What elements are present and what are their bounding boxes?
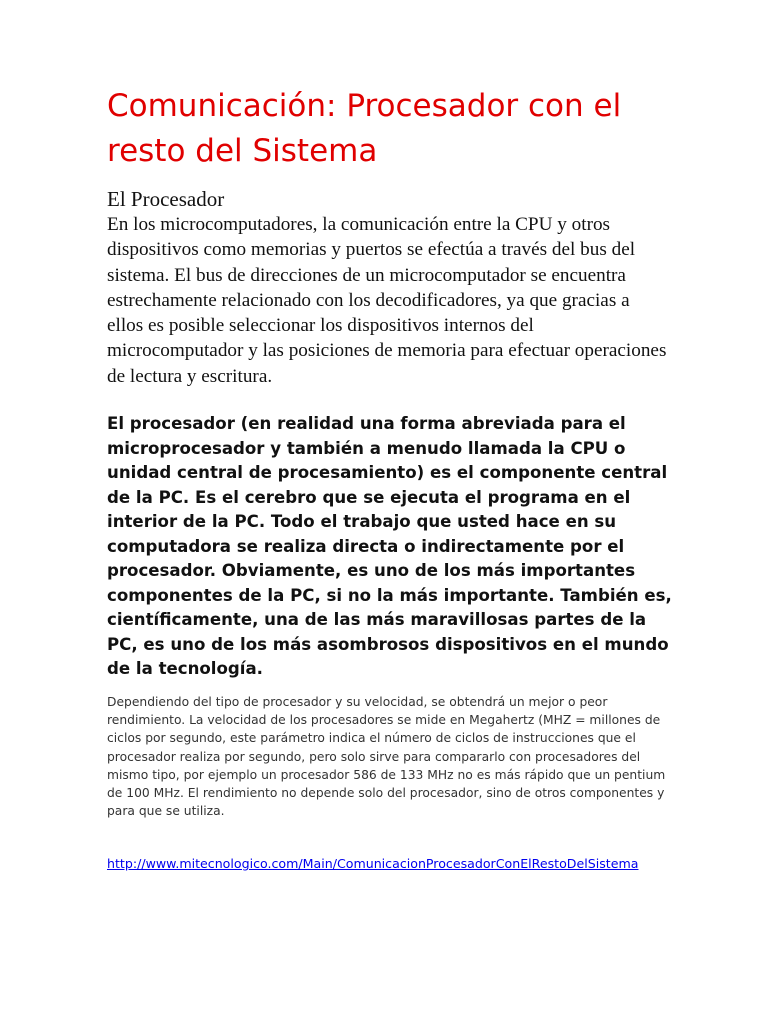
intro-paragraph: En los microcomputadores, la comunicación entre la CPU y otros dispositivos como memorias y puertos se efectúa a través del bus del sistema. El bus de direcciones de un microcomputador se encuentra estrechamente relacionado con los decodificadores, ya que gracias a ellos es posible seleccionar los dispositivos internos del microcomputador y las posiciones de memoria para efectuar operaciones de lectura y escritura. — [107, 214, 667, 387]
section-heading: El Procesador — [107, 187, 225, 211]
processor-paragraph: El procesador (en realidad una forma abreviada para el microprocesador y también a menudo llamada la CPU o unidad central de procesamiento) es el componente central de la PC. Es el cerebro que se ejecuta el programa en el interior de la PC. Todo el trabajo que usted hace en su computadora se realiza directa o indirectamente por el procesador. Obviamente, es uno de los más importantes componentes de la PC, si no la más importante. También es, científicamente, una de las más maravillosas partes de la PC, es uno de los más asombrosos dispositivos en el mundo de la tecnología. — [107, 414, 672, 678]
source-link[interactable]: http://www.mitecnologico.com/Main/ComunicacionProcesadorConElRestoDelSistema — [107, 856, 639, 871]
speed-paragraph: Dependiendo del tipo de procesador y su velocidad, se obtendrá un mejor o peor rendimiento. La velocidad de los procesadores se mide en Megahertz (MHZ = millones de ciclos por segundo, este parámetro indica el número de ciclos de instrucciones que el procesador realiza por segundo, pero solo sirve para compararlo con procesadores del mismo tipo, por ejemplo un procesador 586 de 133 MHz no es más rápido que un pentium de 100 MHz. El rendimiento no depende solo del procesador, sino de otros componentes y para que se utiliza. — [107, 695, 666, 819]
page-title: Comunicación: Procesador con el resto del Sistema — [107, 88, 622, 169]
